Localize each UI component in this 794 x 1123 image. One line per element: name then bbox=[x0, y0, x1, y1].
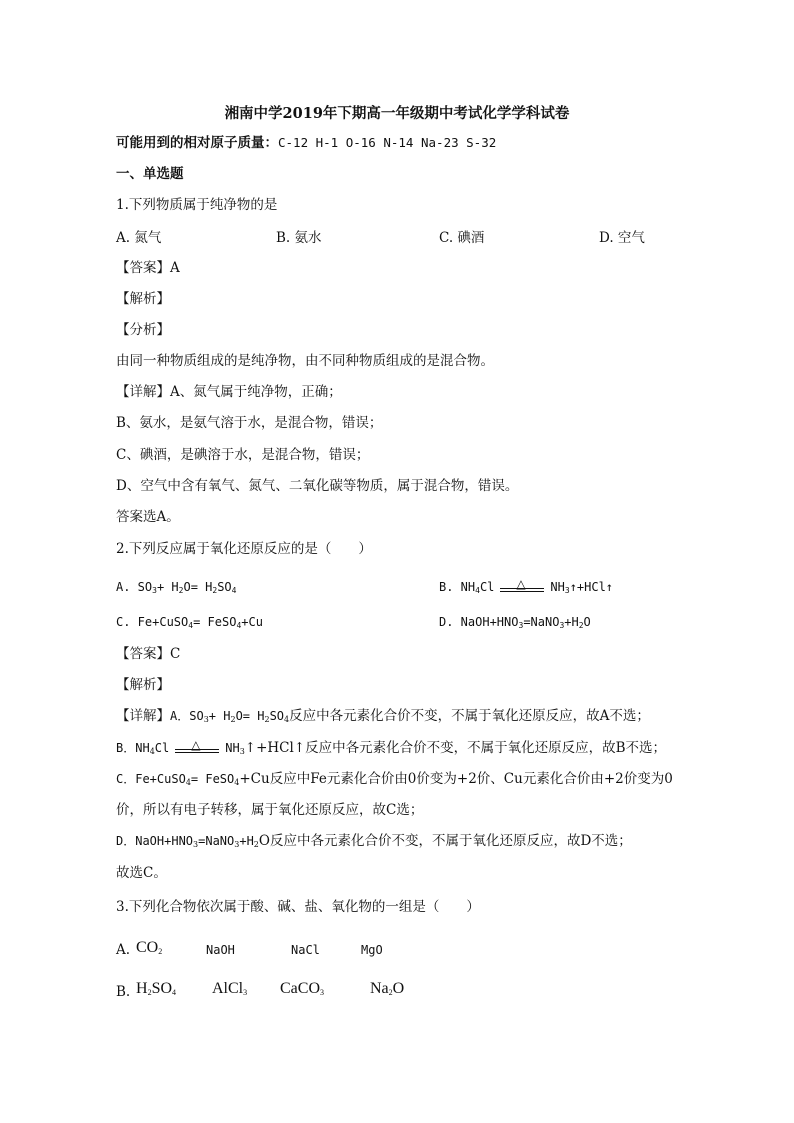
formula-text: CO bbox=[136, 939, 159, 956]
subscript: 3 bbox=[564, 586, 570, 595]
subscript: 4 bbox=[149, 747, 155, 756]
subscript: 2 bbox=[264, 715, 270, 724]
formula-text: O= H bbox=[183, 580, 213, 594]
q2-answer bbox=[116, 644, 180, 664]
q1-option-c: C. 碘酒 bbox=[439, 230, 485, 246]
formula-text: SO bbox=[269, 709, 285, 723]
subscript: 4 bbox=[185, 778, 191, 787]
q2-option-c bbox=[116, 612, 263, 636]
formula-text: C. Fe+CuSO bbox=[116, 615, 189, 629]
atomic-mass-label: 可能用到的相对原子质量： bbox=[116, 135, 278, 151]
subscript: 3 bbox=[203, 715, 209, 724]
formula-text: D．NaOH+HNO bbox=[116, 834, 194, 848]
subscript: 3 bbox=[320, 988, 324, 997]
subscript: 3 bbox=[239, 747, 245, 756]
answer-label: 【答案】 bbox=[116, 260, 170, 276]
subscript: 2 bbox=[158, 947, 163, 956]
subscript: 3 bbox=[559, 621, 565, 630]
q1-fenxi-label: 【分析】 bbox=[116, 322, 170, 338]
formula-text: +H bbox=[564, 615, 579, 629]
subscript: 4 bbox=[475, 586, 480, 595]
q1-option-d: D. 空气 bbox=[599, 230, 645, 246]
q1-analysis-label: 【解析】 bbox=[116, 291, 170, 307]
detail-label: 【详解】 bbox=[116, 708, 170, 724]
formula-text: O= H bbox=[235, 709, 265, 723]
formula-text: SO bbox=[151, 980, 173, 997]
subscript: 3 bbox=[152, 586, 157, 595]
detail-text: 反应中各元素化合价不变，不属于氧化还原反应，故A不选； bbox=[289, 708, 650, 724]
q3-b-alcl3 bbox=[212, 979, 247, 1003]
subscript: 2 bbox=[212, 586, 218, 595]
subscript: 3 bbox=[193, 840, 199, 849]
q2-detail-d bbox=[116, 831, 632, 855]
q2-detail-b bbox=[116, 738, 666, 762]
formula-text: NH bbox=[225, 741, 240, 755]
heating-condition-sign bbox=[500, 578, 544, 594]
q2-option-d bbox=[439, 612, 591, 636]
subscript: 2 bbox=[147, 988, 152, 997]
q2-analysis-label: 【解析】 bbox=[116, 677, 170, 693]
formula-text: O bbox=[583, 615, 591, 629]
detail-label: 【详解】 bbox=[116, 384, 170, 400]
subscript: 3 bbox=[234, 840, 240, 849]
detail-text: +Cu反应中Fe元素化合价由0价变为+2价、Cu元素化合价由+2价变为0 bbox=[239, 771, 673, 787]
q2-option-b bbox=[439, 577, 613, 601]
subscript: 2 bbox=[388, 988, 393, 997]
subscript: 2 bbox=[253, 840, 259, 849]
formula-text: = FeSO bbox=[190, 772, 235, 786]
subscript: 3 bbox=[243, 988, 248, 997]
formula-text: A．SO bbox=[170, 709, 204, 723]
formula-text: A. SO bbox=[116, 580, 153, 594]
q2-detail-c-cont: 价，所以有电子转移，属于氧化还原反应，故C选； bbox=[116, 802, 424, 818]
subscript: 4 bbox=[172, 988, 177, 997]
subscript: 4 bbox=[231, 586, 237, 595]
q1-detail-c: C、碘酒，是碘溶于水，是混合物，错误； bbox=[116, 447, 370, 463]
formula-text: + H bbox=[208, 709, 231, 723]
atomic-mass-values: C-12 H-1 O-16 N-14 Na-23 S-32 bbox=[278, 135, 497, 150]
q1-detail-d: D、空气中含有氧气、氮气、二氧化碳等物质，属于混合物，错误。 bbox=[116, 478, 519, 494]
q3-a-naoh: NaOH bbox=[206, 943, 235, 957]
q3-b-h2so4 bbox=[136, 979, 176, 1003]
formula-text: ↑+HCl↑ bbox=[569, 580, 614, 594]
subscript: 2 bbox=[230, 715, 236, 724]
q1-option-b: B. 氨水 bbox=[276, 230, 322, 246]
q3-a-mgo: MgO bbox=[361, 943, 383, 957]
formula-text: NH bbox=[550, 580, 565, 594]
formula-text: D. NaOH+HNO bbox=[439, 615, 519, 629]
formula-text: B．NH bbox=[116, 741, 150, 755]
detail-text: A、氮气属于纯净物，正确； bbox=[170, 384, 342, 400]
q1-stem: 1.下列物质属于纯净物的是 bbox=[116, 197, 278, 213]
subscript: 3 bbox=[518, 621, 524, 630]
atomic-mass-line bbox=[116, 133, 496, 153]
q2-detail-c bbox=[116, 769, 673, 793]
subscript: 2 bbox=[578, 621, 584, 630]
answer-label: 【答案】 bbox=[116, 646, 170, 662]
q3-stem: 3.下列化合物依次属于酸、碱、盐、氧化物的一组是（ ） bbox=[116, 899, 480, 915]
formula-text: +H bbox=[239, 834, 254, 848]
q1-detail-b: B、氨水，是氨气溶于水，是混合物，错误； bbox=[116, 415, 383, 431]
formula-text: =NaNO bbox=[523, 615, 560, 629]
q3-b-na2o bbox=[370, 979, 404, 1003]
q1-conclusion: 答案选A。 bbox=[116, 509, 180, 525]
heat-triangle-icon: △ bbox=[191, 738, 201, 752]
formula-text: Na bbox=[370, 980, 389, 997]
subscript: 4 bbox=[236, 621, 242, 630]
heating-condition-sign bbox=[175, 739, 219, 755]
q1-option-a: A. 氮气 bbox=[116, 230, 162, 246]
answer-value: A bbox=[170, 260, 180, 276]
q3-b-caco3 bbox=[280, 979, 324, 1003]
detail-text: O反应中各元素化合价不变，不属于氧化还原反应，故D不选； bbox=[258, 833, 632, 849]
formula-text: Cl bbox=[154, 741, 170, 755]
q2-option-a bbox=[116, 577, 236, 601]
q1-detail-a bbox=[116, 382, 342, 402]
option-label: B. bbox=[116, 984, 131, 1000]
section-heading: 一、单选题 bbox=[116, 166, 184, 182]
q3-a-co2 bbox=[136, 938, 162, 962]
q3-a-nacl: NaCl bbox=[291, 943, 320, 957]
formula-text: B. NH bbox=[439, 580, 476, 594]
answer-value: C bbox=[170, 646, 181, 662]
formula-text: SO bbox=[217, 580, 232, 594]
formula-text: C．Fe+CuSO bbox=[116, 772, 186, 786]
exam-title: 湘南中学2019年下期高一年级期中考试化学学科试卷 bbox=[224, 105, 570, 122]
formula-text: AlCl bbox=[212, 980, 244, 997]
formula-text: +Cu bbox=[241, 615, 263, 629]
option-label: A. bbox=[116, 942, 131, 958]
q1-answer bbox=[116, 258, 180, 278]
formula-text: O bbox=[392, 980, 405, 997]
q2-stem: 2.下列反应属于氧化还原反应的是（ ） bbox=[116, 541, 372, 557]
q3-option-a bbox=[116, 940, 130, 960]
formula-text: + H bbox=[156, 580, 179, 594]
formula-text: CaCO bbox=[280, 980, 320, 997]
subscript: 4 bbox=[188, 621, 194, 630]
q3-option-b bbox=[116, 982, 130, 1002]
detail-text: ↑+HCl↑反应中各元素化合价不变，不属于氧化还原反应，故B不选； bbox=[244, 740, 667, 756]
formula-text: Cl bbox=[479, 580, 495, 594]
formula-text: = FeSO bbox=[193, 615, 237, 629]
q2-conclusion: 故选C。 bbox=[116, 865, 167, 881]
subscript: 4 bbox=[284, 715, 290, 724]
formula-text: =NaNO bbox=[198, 834, 235, 848]
subscript: 4 bbox=[234, 778, 240, 787]
q2-detail-a bbox=[116, 706, 650, 730]
subscript: 2 bbox=[178, 586, 184, 595]
heat-triangle-icon: △ bbox=[516, 577, 526, 591]
formula-text: H bbox=[136, 980, 148, 997]
q1-fenxi-text: 由同一种物质组成的是纯净物，由不同种物质组成的是混合物。 bbox=[116, 353, 494, 369]
